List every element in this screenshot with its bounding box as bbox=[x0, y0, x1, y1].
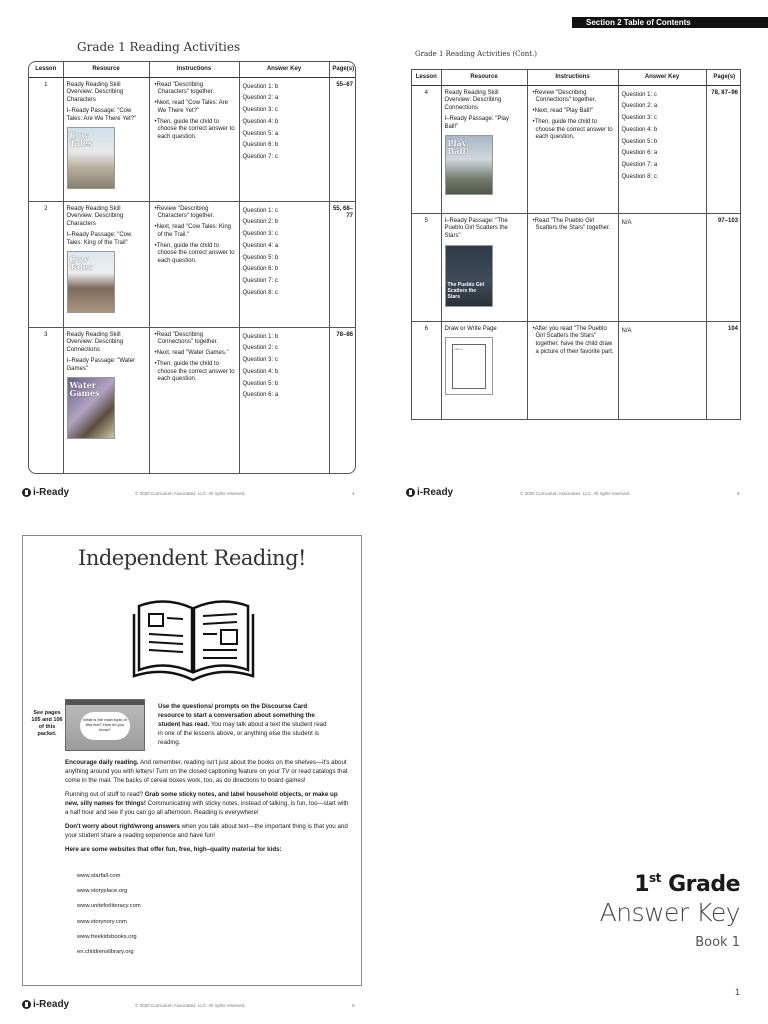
book-cover-image bbox=[445, 135, 493, 195]
col-resource: Resource bbox=[441, 70, 527, 85]
instruction-item: • After you read "The Pueblo Girl Scatters the Stars" together, have the child draw a picture of their favorite part. bbox=[531, 326, 615, 357]
lessons-table-left bbox=[28, 61, 356, 474]
lesson-number: 2 bbox=[29, 201, 63, 327]
pages-cell: 97–103 bbox=[706, 213, 741, 321]
page-number: 4 bbox=[352, 491, 355, 496]
answer-item: Question 4: a bbox=[242, 242, 279, 249]
answer-cell bbox=[618, 213, 706, 321]
table-row bbox=[412, 213, 741, 321]
iready-logo bbox=[406, 487, 453, 498]
draw-page-image bbox=[445, 337, 493, 395]
iready-logo bbox=[22, 999, 69, 1010]
see-pages-note: See pages 105 and 106 of this packet. bbox=[31, 710, 63, 737]
answer-item: Question 7: a bbox=[621, 162, 658, 169]
cover-subtitle: Answer Key bbox=[599, 898, 740, 927]
website-link[interactable]: www.starfall.com bbox=[77, 873, 121, 879]
page-title-left: Grade 1 Reading Activities bbox=[77, 40, 241, 54]
answer-item: Question 5: b bbox=[242, 254, 279, 261]
tip-paragraph bbox=[65, 845, 350, 854]
resource-cell bbox=[63, 201, 149, 327]
instruction-item: • Then, guide the child to choose the correct answer to each question. bbox=[531, 119, 615, 142]
website-link[interactable]: www.freekidsbooks.org bbox=[77, 933, 137, 940]
tip-bold: Encourage daily reading. bbox=[65, 759, 139, 766]
grade-heading bbox=[600, 871, 740, 897]
website-link[interactable]: en.childrenslibrary.org bbox=[77, 948, 134, 955]
book-cover-image bbox=[67, 377, 115, 439]
intro-bold: Use the questions/ prompts on the Discourse Card resource to start a conversation about something the student has read. bbox=[158, 703, 315, 728]
answer-item: Question 7: c bbox=[242, 278, 278, 285]
instructions-cell bbox=[527, 321, 618, 419]
grade-number: 1 bbox=[634, 872, 650, 897]
answer-item: Question 5: b bbox=[621, 138, 658, 145]
answer-item: N/A bbox=[621, 327, 632, 334]
brand-text: i-Ready bbox=[33, 999, 70, 1010]
answer-item: N/A bbox=[621, 219, 632, 226]
answer-item: Question 1: b bbox=[242, 333, 279, 340]
answer-item: Question 3: c bbox=[242, 357, 278, 364]
answer-item: Question 4: b bbox=[621, 126, 658, 133]
col-pages: Page(s) bbox=[706, 70, 741, 85]
lesson-number: 4 bbox=[412, 85, 441, 213]
cover-title: Water Games bbox=[69, 380, 100, 399]
answer-item: Question 1: b bbox=[242, 83, 279, 90]
discourse-card-image bbox=[65, 699, 145, 751]
answer-item: Question 2: b bbox=[242, 219, 279, 226]
brand-text: i-Ready bbox=[417, 487, 454, 498]
iready-logo-icon bbox=[22, 488, 31, 497]
resource-cell bbox=[63, 327, 149, 473]
grade-word: Grade bbox=[668, 872, 740, 897]
answer-item: Question 2: a bbox=[621, 103, 658, 110]
col-resource: Resource bbox=[63, 62, 149, 77]
resource-text: Ready Reading Skill Overview: Describing Connections bbox=[66, 331, 124, 354]
answer-item: Question 3: c bbox=[242, 231, 278, 238]
website-link[interactable]: www.storyplace.org bbox=[77, 888, 128, 895]
lesson-number: 1 bbox=[29, 77, 63, 201]
col-lesson: Lesson bbox=[412, 70, 441, 85]
iready-logo bbox=[22, 487, 69, 498]
cover-title-block bbox=[600, 871, 740, 950]
answer-item: Question 6: b bbox=[242, 266, 279, 273]
instruction-item: • Read "The Pueblo Girl Scatters the Stars" together. bbox=[531, 218, 615, 234]
tips-body bbox=[65, 758, 350, 859]
brand-text: i-Ready bbox=[33, 487, 70, 498]
answer-item: Question 1: c bbox=[242, 207, 278, 214]
col-pages: Page(s) bbox=[329, 62, 356, 77]
website-link[interactable]: www.uniteforliteracy.com bbox=[77, 903, 141, 910]
cover-title: Cow Tales bbox=[69, 254, 93, 273]
instruction-item: • Read "Describing Characters" together. bbox=[153, 82, 236, 98]
tip-paragraph bbox=[65, 790, 350, 817]
tip-text: Communicating with sticky notes, instead of talking, is fun, too—start with a half hour and see if you can go all afternoon. Reading is everywhere! bbox=[65, 800, 349, 816]
answer-item: Question 6: b bbox=[242, 142, 279, 149]
instruction-item: • Next, read "Water Games." bbox=[153, 350, 236, 358]
lesson-number: 6 bbox=[412, 321, 441, 419]
instruction-item: • Next, read "Play Ball!" bbox=[531, 108, 615, 116]
answer-item: Question 3: c bbox=[242, 107, 278, 114]
lessons-table-right bbox=[411, 69, 741, 420]
table-row bbox=[29, 201, 356, 327]
instructions-cell bbox=[527, 213, 618, 321]
answer-cell bbox=[618, 85, 706, 213]
instructions-cell bbox=[149, 77, 239, 201]
resource-cell bbox=[63, 77, 149, 201]
copyright: © 2020 Curriculum Associates, LLC. All rights reserved. bbox=[135, 491, 246, 496]
resource-text: Draw or Write Page bbox=[444, 325, 497, 332]
answer-item: Question 1: c bbox=[621, 91, 657, 98]
book-cover-image bbox=[67, 251, 115, 313]
tip-paragraph bbox=[65, 822, 350, 840]
resource-text: I–Ready Passage: "The Pueblo Girl Scatters the Stars" bbox=[444, 217, 508, 240]
tip-paragraph bbox=[65, 758, 350, 785]
answer-item: Question 3: c bbox=[621, 115, 657, 122]
table-row bbox=[412, 85, 741, 213]
tip-text: Running out of stuff to read? bbox=[65, 791, 145, 798]
discourse-card-text: What is the main topic of this text? How do you know? bbox=[80, 712, 130, 740]
independent-reading-panel bbox=[22, 535, 362, 986]
iready-logo-icon bbox=[406, 488, 415, 497]
instruction-item: • Then, guide the child to choose the correct answer to each question. bbox=[153, 243, 236, 266]
cover-title: Name bbox=[454, 347, 463, 352]
answer-item: Question 5: a bbox=[242, 130, 279, 137]
table-row bbox=[29, 327, 356, 473]
pages-cell: 104 bbox=[727, 325, 738, 332]
website-list bbox=[77, 873, 141, 964]
instruction-item: • Review "Describing Characters" together. bbox=[153, 206, 236, 222]
answer-item: Question 2: c bbox=[242, 345, 278, 352]
copyright: © 2020 Curriculum Associates, LLC. All rights reserved. bbox=[520, 491, 631, 496]
open-book-icon bbox=[131, 588, 256, 683]
instruction-item: • Then, guide the child to choose the correct answer to each question. bbox=[153, 361, 236, 384]
grade-suffix: st bbox=[649, 871, 661, 885]
section-banner: Section 2 Table of Contents bbox=[572, 17, 768, 28]
answer-cell bbox=[618, 321, 706, 419]
instruction-item: • Next, read "Cow Tales: King of the Trail." bbox=[153, 224, 236, 240]
answer-item: Question 6: a bbox=[621, 150, 658, 157]
answer-item: Question 6: a bbox=[242, 392, 279, 399]
book-label: Book 1 bbox=[695, 935, 740, 950]
pages-cell: 55, 68–77 bbox=[329, 201, 356, 327]
independent-reading-title: Independent Reading! bbox=[78, 546, 306, 570]
table-row bbox=[412, 321, 741, 419]
resource-text: Ready Reading Skill Overview: Describing Connections bbox=[444, 89, 502, 112]
tip-bold: Don't worry about right/wrong answers bbox=[65, 823, 180, 830]
col-answer-key: Answer Key bbox=[618, 70, 706, 85]
col-answer-key: Answer Key bbox=[239, 62, 329, 77]
cover-title: The Pueblo Girl Scatters the Stars bbox=[447, 281, 485, 300]
tip-text: And remember, reading isn't just about the books on the shelves—it's about anything around you with letters! Turn on the closed captioning feature on your TV or read catalogs that come in the mail. The backs of cereal boxes work, too, as do directions to board games! bbox=[65, 759, 348, 784]
cover-title: Play Ball! bbox=[447, 138, 470, 157]
tip-text: when you talk about text—the important thing is that you and your student share a reading experience and have fun! bbox=[65, 823, 348, 839]
resource-cell bbox=[441, 321, 527, 419]
answer-cell bbox=[239, 327, 329, 473]
tip-bold: Grab some sticky notes, and label household objects, or make up new, silly names for things! bbox=[65, 791, 338, 807]
book-cover-image bbox=[67, 127, 115, 189]
resource-cell bbox=[441, 213, 527, 321]
cover-title: Cow Tales bbox=[69, 130, 93, 149]
website-link[interactable]: www.storynory.com bbox=[77, 918, 127, 925]
instructions-cell bbox=[527, 85, 618, 213]
resource-text: I–Ready Passage: "Play Ball!" bbox=[444, 115, 509, 130]
pages-cell: 78, 87–96 bbox=[706, 85, 741, 213]
col-instructions: Instructions bbox=[527, 70, 618, 85]
lesson-number: 3 bbox=[29, 327, 63, 473]
instruction-item: • Review "Describing Connections" together. bbox=[531, 90, 615, 106]
answer-item: Question 8: c bbox=[242, 290, 278, 297]
intro-paragraph bbox=[158, 702, 333, 747]
answer-item: Question 5: b bbox=[242, 380, 279, 387]
lesson-number: 5 bbox=[412, 213, 441, 321]
instruction-item: • Next, read "Cow Tales: Are We There Yet?" bbox=[153, 100, 236, 116]
page-number: 6 bbox=[737, 491, 740, 496]
answer-item: Question 4: b bbox=[242, 368, 279, 375]
book-cover-image bbox=[445, 245, 493, 307]
col-lesson: Lesson bbox=[29, 62, 63, 77]
resource-text: Ready Reading Skill Overview: Describing Characters bbox=[66, 81, 124, 104]
page-number: 8 bbox=[352, 1003, 355, 1008]
answer-item: Question 2: a bbox=[242, 95, 279, 102]
instruction-item: • Read "Describing Connections" together. bbox=[153, 332, 236, 348]
instruction-item: • Then, guide the child to choose the correct answer to each question. bbox=[153, 119, 236, 142]
intro-text: You may talk about a text the student read in one of the lessons above, or anything else the student is reading. bbox=[158, 721, 327, 746]
resource-cell bbox=[441, 85, 527, 213]
answer-item: Question 7: c bbox=[242, 154, 278, 161]
answer-cell bbox=[239, 77, 329, 201]
col-instructions: Instructions bbox=[149, 62, 239, 77]
answer-item: Question 4: b bbox=[242, 118, 279, 125]
pages-cell: 55–67 bbox=[329, 77, 356, 201]
answer-item: Question 8: c bbox=[621, 174, 657, 181]
resource-text: I–Ready Passage: "Cow Tales: King of the Trail" bbox=[66, 231, 132, 246]
cover-page-number: 1 bbox=[734, 987, 740, 997]
pages-cell: 78–86 bbox=[336, 331, 353, 338]
instructions-cell bbox=[149, 201, 239, 327]
answer-cell bbox=[239, 201, 329, 327]
table-row bbox=[29, 77, 356, 201]
resource-text: I–Ready Passage: "Water Games" bbox=[66, 357, 136, 372]
tip-bold: Here are some websites that offer fun, free, high–quality material for kids: bbox=[65, 846, 282, 853]
iready-logo-icon bbox=[22, 1000, 31, 1009]
copyright: © 2020 Curriculum Associates, LLC. All rights reserved. bbox=[135, 1003, 246, 1008]
instructions-cell bbox=[149, 327, 239, 473]
resource-text: Ready Reading Skill Overview: Describing Characters bbox=[66, 205, 124, 228]
page-title-right: Grade 1 Reading Activities (Cont.) bbox=[415, 50, 537, 58]
resource-text: I–Ready Passage: "Cow Tales: Are We There Yet?" bbox=[66, 107, 137, 122]
